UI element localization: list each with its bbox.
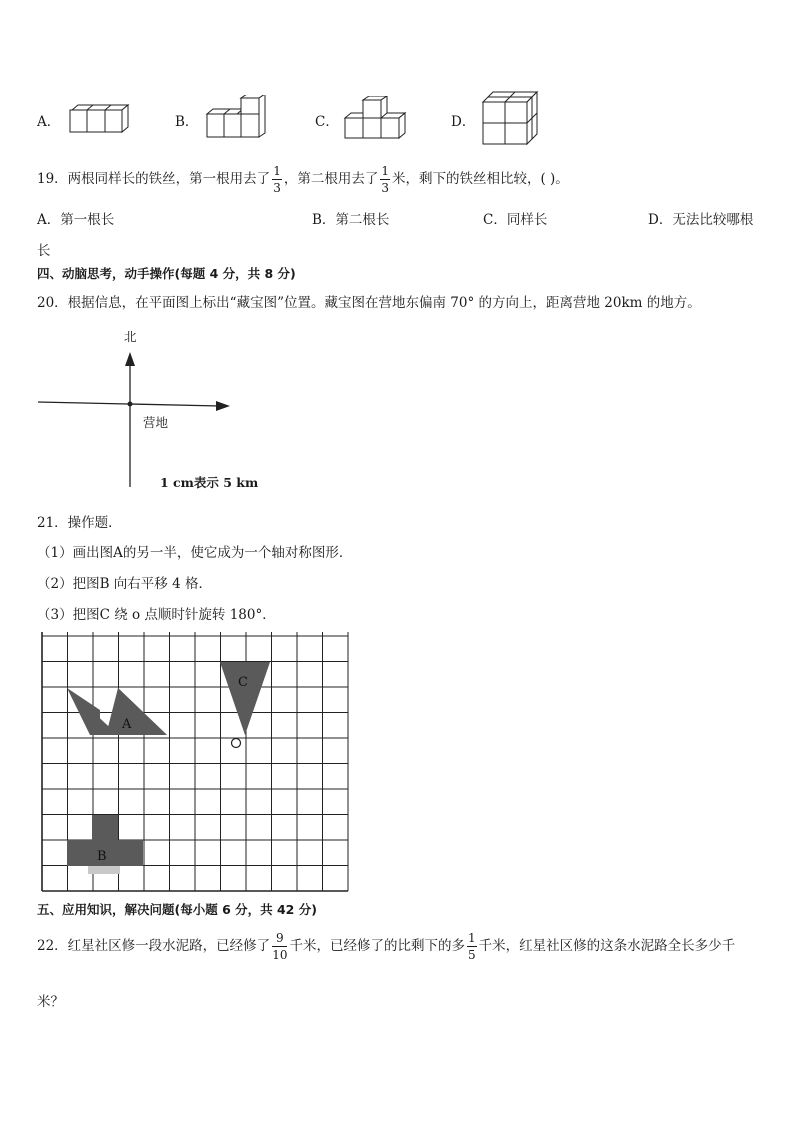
rotation-point-o — [232, 739, 241, 748]
q18-option-a-label: A． — [37, 114, 61, 130]
q19-fraction-2 — [380, 165, 390, 194]
q22-text-a: 22．红星社区修一段水泥路，已经修了 — [37, 938, 271, 954]
cube-2x2-block-icon — [481, 90, 539, 146]
camp-label: 营地 — [143, 415, 169, 430]
q19-text-a: 19．两根同样长的铁丝，第一根用去了 — [37, 171, 271, 187]
shape-c — [220, 662, 270, 735]
q19-option-b: B．第二根长 — [312, 212, 390, 228]
q22-fraction-2 — [467, 932, 477, 961]
q22-text-b: 千米，已经修了的比剩下的多 — [289, 938, 465, 954]
q21-step-2: （2）把图B 向右平移 4 格． — [37, 576, 212, 592]
q19-text-c: 米，剩下的铁丝相比较，( )。 — [391, 171, 569, 187]
fraction-numerator: 1 — [381, 164, 389, 178]
q19-fraction-1 — [272, 165, 282, 194]
section-4-heading: 四、动脑思考，动手操作(每题 4 分，共 8 分) — [37, 266, 296, 281]
q21-step-3: （3）把图C 绕 o 点顺时针旋转 180°． — [37, 607, 276, 623]
shape-c-label: C — [238, 675, 248, 690]
q19-option-c: C．同样长 — [483, 212, 548, 228]
fraction-denominator: 10 — [272, 948, 288, 962]
q18-option-c-label: C． — [315, 114, 339, 130]
q21-step-1: （1）画出图A的另一半，使它成为一个轴对称图形． — [37, 545, 353, 561]
fraction-denominator: 3 — [273, 181, 281, 195]
q19-question — [37, 165, 569, 194]
q20-question: 20．根据信息，在平面图上标出“藏宝图”位置。藏宝图在营地东偏南 70° 的方向上，距离营地 20km 的地方。 — [37, 295, 701, 311]
q19-text-b: ，第二根用去了 — [283, 171, 379, 187]
fraction-denominator: 5 — [467, 948, 476, 962]
shape-b — [67, 815, 143, 874]
north-arrow-icon — [125, 352, 135, 366]
cube-t-shape-icon — [343, 96, 407, 140]
fraction-numerator: 1 — [467, 931, 476, 945]
q22-fraction-1 — [272, 932, 287, 961]
fraction-numerator: 9 — [272, 932, 287, 947]
q21-title: 21．操作题． — [37, 515, 122, 531]
shape-b-label: B — [97, 849, 107, 864]
q22-wrap: 米？ — [37, 994, 64, 1010]
cube-l-shape-icon — [203, 95, 267, 139]
fraction-denominator: 3 — [381, 181, 389, 195]
q21-grid-figure — [40, 630, 356, 896]
camp-point — [128, 402, 133, 407]
east-arrow-icon — [216, 401, 230, 411]
north-label: 北 — [124, 329, 137, 344]
section-5-heading: 五、应用知识，解决问题(每小题 6 分，共 42 分) — [37, 902, 317, 917]
q20-compass-diagram — [30, 320, 270, 495]
q19-option-d: D．无法比较哪根 — [648, 212, 754, 228]
q22-question — [37, 932, 735, 961]
q22-text-c: 千米，红星社区修的这条水泥路全长多少千 — [478, 938, 736, 954]
q18-option-b-label: B． — [175, 114, 199, 130]
fraction-numerator: 1 — [273, 164, 281, 178]
q19-option-d-wrap: 长 — [37, 243, 51, 259]
shape-a-label: A — [122, 717, 132, 732]
q18-option-d-label: D． — [451, 114, 476, 130]
scale-label: 1 cm表示 5 km — [160, 475, 259, 490]
q19-option-a: A．第一根长 — [37, 212, 115, 228]
cube-row-3-icon — [66, 104, 130, 134]
